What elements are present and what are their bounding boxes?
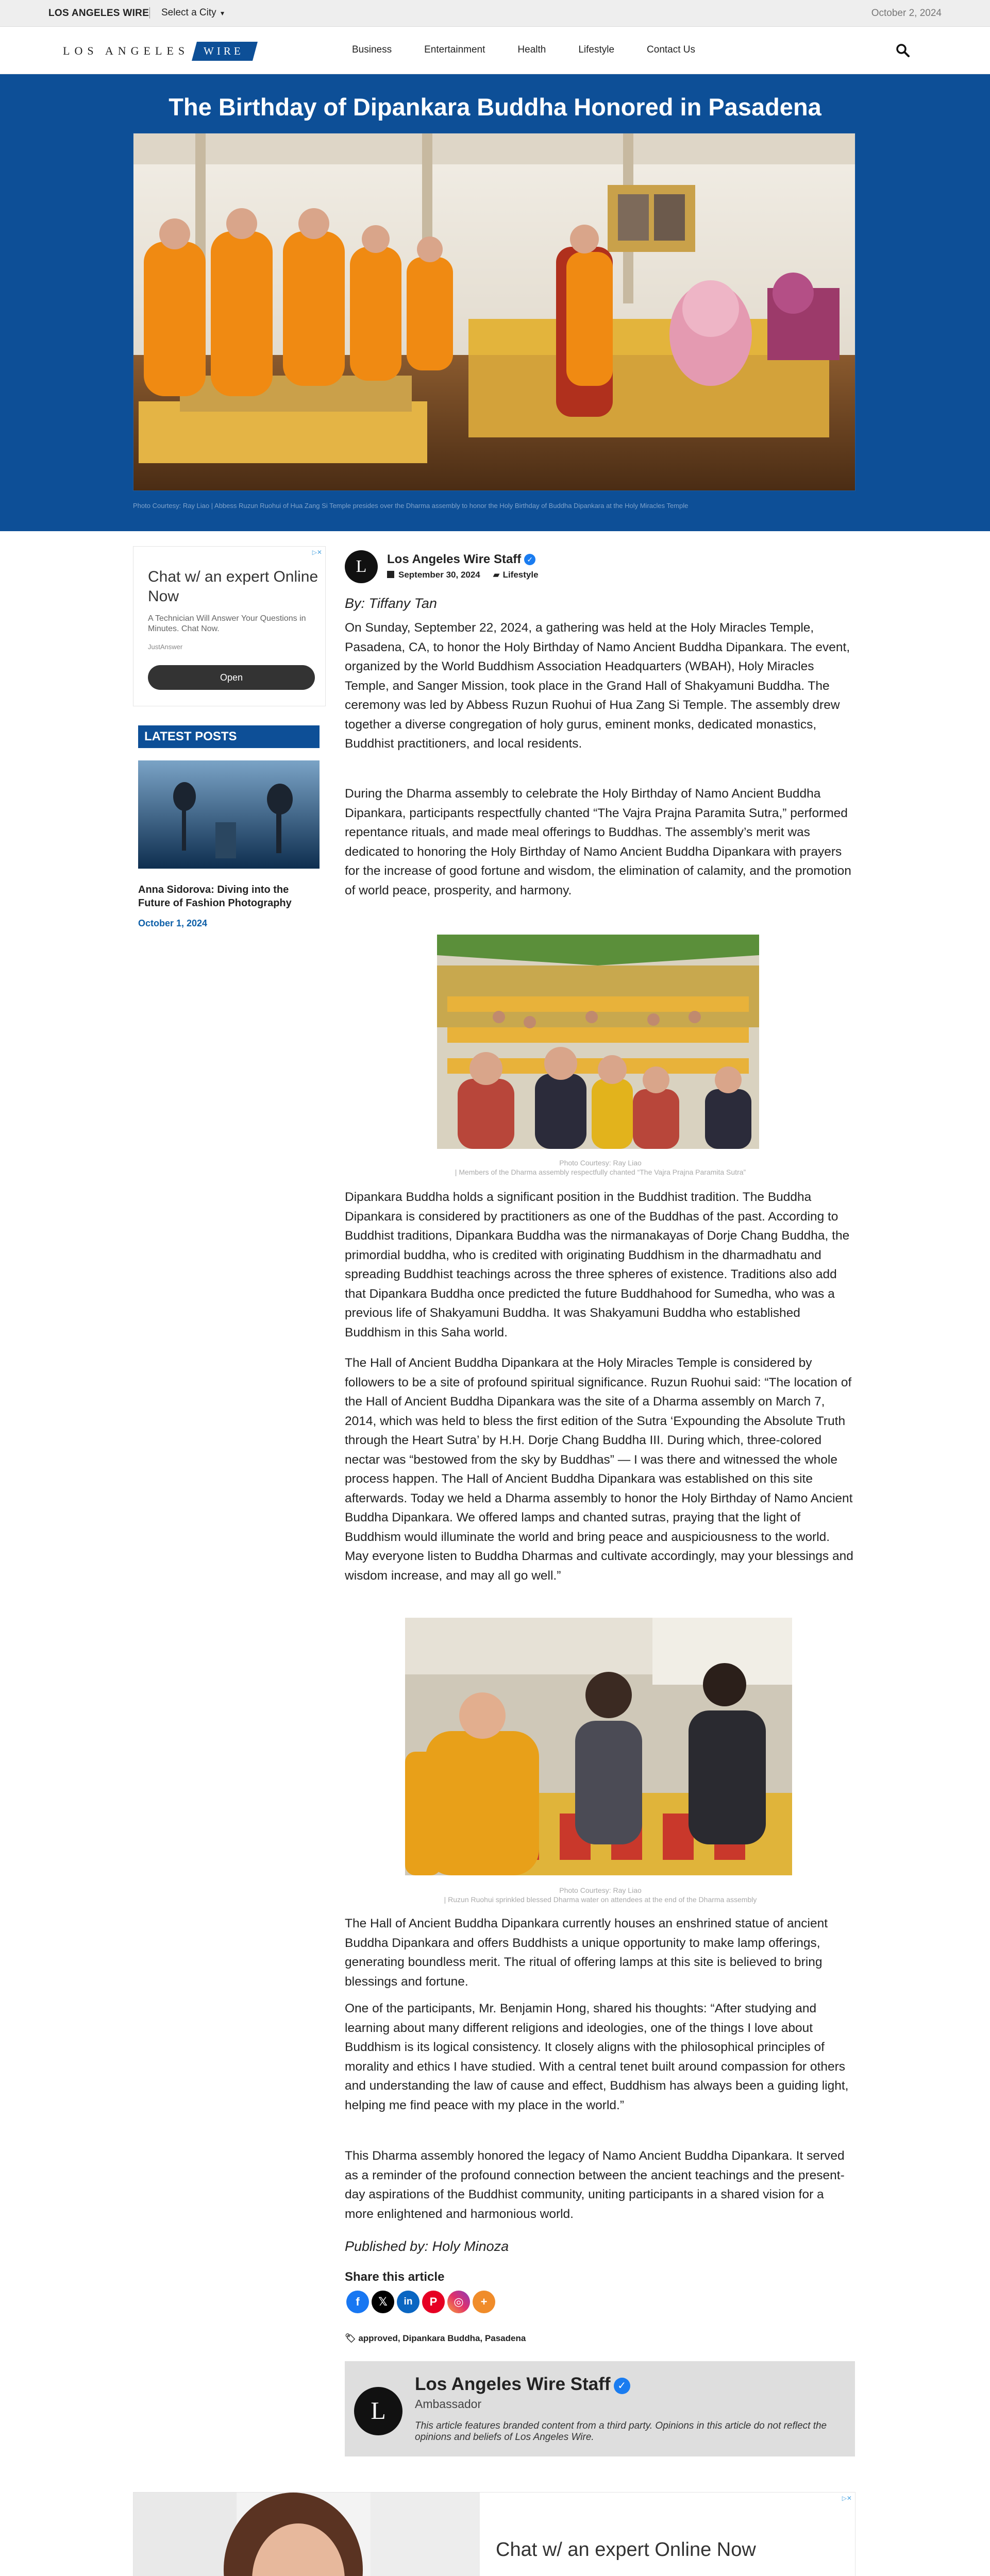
paragraph-7: This Dharma assembly honored the legacy of Namo Ancient Buddha Dipankara. It served as a reminder of the profound connection between the ancient teachings and the present-day aspirations of the Buddhist community, uniting participants in a shared vision for a more enlightened and harmonious world.	[345, 2149, 845, 2221]
article-photo-2	[405, 1618, 792, 1875]
logo-text: LOS ANGELES	[63, 44, 190, 57]
logo-badge: WIRE	[192, 42, 258, 61]
figure-2-caption: Photo Courtesy: Ray Liao | Ruzun Ruohui sprinkled blessed Dharma water on attendees at the end of the Dharma assembly	[444, 1886, 757, 1904]
more-share-icon[interactable]: +	[473, 2291, 495, 2313]
published-by: Published by: Holy Minoza	[345, 2239, 509, 2254]
ad-choices-icon[interactable]: ▷✕	[312, 549, 322, 556]
current-date: October 2, 2024	[871, 8, 942, 19]
nav-item-business[interactable]: Business	[352, 44, 392, 55]
latest-post-date: October 1, 2024	[138, 918, 208, 928]
latest-post-image[interactable]	[138, 760, 320, 869]
tag-list[interactable]: approved, Dipankara Buddha, Pasadena	[358, 2333, 526, 2343]
nav-item-health[interactable]: Health	[517, 44, 546, 55]
linkedin-icon[interactable]: in	[397, 2291, 420, 2313]
facebook-icon[interactable]: f	[346, 2291, 369, 2313]
nav-menu	[352, 44, 728, 56]
pinterest-icon[interactable]: P	[422, 2291, 445, 2313]
share-buttons	[346, 2291, 495, 2313]
byline: By: Tiffany Tan	[345, 596, 437, 611]
figure-1-caption: Photo Courtesy: Ray Liao | Members of the Dharma assembly respectfully chanted “The Vajra Prajna Paramita Sutra”	[455, 1159, 746, 1176]
ad-title: Chat w/ an expert Online Now	[496, 2539, 756, 2561]
verified-icon: ✓	[614, 2378, 630, 2394]
post-category[interactable]: Lifestyle	[502, 570, 539, 580]
verified-icon: ✓	[524, 554, 535, 565]
top-bar	[0, 0, 990, 27]
hero-section	[0, 74, 990, 531]
nav-item-contact[interactable]: Contact Us	[647, 44, 696, 55]
tag-icon: 🏷︎	[345, 2333, 359, 2343]
latest-post-title[interactable]: Anna Sidorova: Diving into the Future of Fashion Photography	[138, 884, 292, 909]
post-meta	[387, 570, 539, 580]
paragraph-2: During the Dharma assembly to celebrate the Holy Birthday of Namo Ancient Buddha Dipankara, participants respectfully chanted “The Vajra Prajna Paramita Sutra,” performed repentance rituals, and made meal offerings to Buddhas. The assembly’s merit was dedicated to honoring the Holy Birthday of Namo Ancient Buddha Dipankara with prayers for the increase of good fortune and wisdom, the elimination of calamity, and the promotion of world peace, prosperity, and harmony.	[345, 787, 851, 897]
author-box	[345, 2361, 855, 2456]
article-photo-1	[437, 935, 759, 1149]
city-select-label: Select a City	[161, 7, 216, 18]
folder-icon: ▰	[493, 570, 500, 580]
city-select[interactable]	[161, 7, 226, 19]
ad-title: Chat w/ an expert Online Now	[148, 568, 318, 605]
latest-posts-heading: LATEST POSTS	[138, 725, 320, 748]
paragraph-5: The Hall of Ancient Buddha Dipankara currently houses an enshrined statue of ancient Buddha Dipankara and offers Buddhists a unique opportunity to make lamp offerings, generating boundless merit. The ritual of offering lamps at this site is believed to bring blessings and fortune.	[345, 1917, 828, 1989]
author-box-name[interactable]: Los Angeles Wire Staff ✓	[415, 2374, 630, 2395]
post-date: September 30, 2024	[398, 570, 480, 580]
author-role: Ambassador	[415, 2397, 482, 2411]
article-title: The Birthday of Dipankara Buddha Honored in Pasadena	[169, 93, 821, 121]
article-meta	[345, 550, 855, 591]
divider	[149, 7, 150, 19]
paragraph-1: On Sunday, September 22, 2024, a gathering was held at the Holy Miracles Temple, Pasadena, CA, to honor the Holy Birthday of Namo Ancient Buddha Dipankara. The event, organized by the World Buddhism Association Headquarters (WBAH), Holy Miracles Temple, and Sanger Mission, took place in the Grand Hall of Shakyamuni Buddha. The ceremony was led by Abbess Ruzun Ruohui of Hua Zang Si Temple. The assembly drew together a diverse congregation of holy gurus, eminent monks, dedicated monastics, Buddhist practitioners, and local residents.	[345, 621, 850, 751]
site-logo[interactable]	[63, 41, 255, 61]
ad-choices-icon[interactable]: ▷✕	[842, 2495, 852, 2502]
instagram-icon[interactable]: ◎	[447, 2291, 470, 2313]
paragraph-4: The Hall of Ancient Buddha Dipankara at the Holy Miracles Temple is considered by followers to be a site of profound spiritual significance. Ruzun Ruohui said: “The location of the Hall of Ancient Buddha Dipankara was the site of a Dharma assembly on March 7, 2014, which was held to bless the first edition of the Sutra ‘Expounding the Absolute Truth through the Heart Sutra’ by H.H. Dorje Chang Buddha III. During which, three-colored nectar was “bestowed from the sky by Buddhas” — I was there and witnessed the whole process happen. The Hall of Ancient Buddha Dipankara was established on this site afterwards. Today we held a Dharma assembly to honor the Holy Birthday of Namo Ancient Buddha Dipankara. We offered lamps and chanted sutras, praying that the light of Buddhism would illuminate the world and bring peace and auspiciousness to the world. May everyone listen to Buddha Dharmas and cultivate accordingly, may your blessings and wisdom increase, and may all go well.”	[345, 1356, 853, 1583]
ad-open-button[interactable]: Open	[148, 665, 315, 690]
calendar-icon	[387, 571, 394, 578]
paragraph-6: One of the participants, Mr. Benjamin Hong, shared his thoughts: “After studying and learning about many different religions and ideologies, one of the things I love about Buddhism is its logical consistency. It closely aligns with the philosophical principles of morality and ethics I have studied. With a central tenet built around compassion for others and understanding the law of cause and effect, Buddhism has always been a guiding light, helping me find peace with my place in the world.”	[345, 2002, 849, 2112]
ad-subtitle: A Technician Will Answer Your Questions in Minutes. Chat Now.	[148, 614, 306, 633]
search-icon[interactable]	[895, 42, 911, 59]
nav-item-lifestyle[interactable]: Lifestyle	[578, 44, 615, 55]
author-name[interactable]: Los Angeles Wire Staff ✓	[387, 552, 535, 567]
bottom-ad[interactable]	[133, 2492, 855, 2576]
site-name[interactable]: LOS ANGELES WIRE	[48, 8, 149, 19]
hero-photo	[133, 133, 855, 491]
x-icon[interactable]: 𝕏	[372, 2291, 394, 2313]
sidebar-ad[interactable]	[133, 546, 326, 706]
share-title: Share this article	[345, 2270, 445, 2284]
avatar[interactable]: L	[354, 2387, 402, 2435]
avatar[interactable]: L	[345, 550, 378, 583]
hero-caption: Photo Courtesy: Ray Liao | Abbess Ruzun Ruohui of Hua Zang Si Temple presides over the Dharma assembly to honor the Holy Birthday of Buddha Dipankara at the Holy Miracles Temple	[133, 502, 689, 510]
main-nav	[0, 27, 990, 74]
ad-photo	[133, 2493, 480, 2576]
chevron-down-icon: ▼	[219, 10, 226, 17]
tags	[345, 2333, 526, 2344]
branded-content-disclaimer: This article features branded content from a third party. Opinions in this article do not reflect the opinions and beliefs of Los Angeles Wire.	[415, 2420, 827, 2443]
paragraph-3: Dipankara Buddha holds a significant position in the Buddhist tradition. The Buddha Dipankara is considered by practitioners as one of the Buddhas of the past. According to Buddhist traditions, Dipankara Buddha was the nirmanakayas of Dorje Chang Buddha, the primordial buddha, who is credited with originating Buddhism in the dharmadhatu and spreading Buddhist teachings across the three spheres of existence. Traditions also add that Dipankara Buddha once predicted the future Buddhahood for Sumedha, who was a previous life of Shakyamuni Buddha. It was Shakyamuni Buddha who established Buddhism in this Saha world.	[345, 1190, 850, 1340]
nav-item-entertainment[interactable]: Entertainment	[424, 44, 485, 55]
ad-source: JustAnswer	[148, 643, 183, 651]
